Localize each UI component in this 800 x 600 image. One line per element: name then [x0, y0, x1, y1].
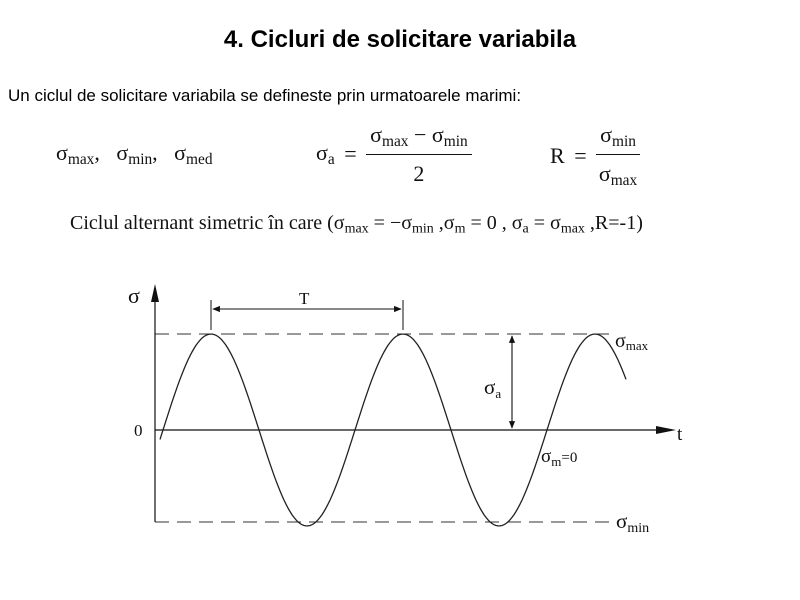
sigma-min-symbol: $\sigma_{min}$ — [116, 140, 153, 168]
sigma-min-label: σmin — [616, 509, 650, 536]
quantities-list: $\sigma_{max}$, $\sigma_{min}$, $\sigma_{med}$ — [56, 140, 213, 168]
r-ratio-formula: R = $\frac{\sigma_{min}}{\sigma_{max}}$ — [550, 122, 640, 190]
sigma-med-symbol: $\sigma_{med}$ — [174, 140, 213, 168]
sigma-m-label: $\sigma_m^{=0}$ — [541, 446, 578, 469]
y-axis-arrowhead — [151, 284, 159, 302]
sigma-a-label: σa — [484, 375, 502, 401]
intro-text: Un ciclul de solicitare variabila se defineste prin urmatoarele marimi: — [8, 86, 522, 105]
sigma-a-fraction: $\frac{\sigma_{max} - \sigma_{min}}{2}$ — [366, 122, 472, 187]
slide-title: 4. Cicluri de solicitare variabila — [223, 26, 577, 53]
zero-label: 0 — [134, 421, 143, 440]
alternant-cycle-line: Ciclul alternant simetric în care ($\sigma_{max} = -\sigma_{min}$ $,\sigma_m = 0$ , $\sigma_a = \sigma_{max}$ ,R=-1) — [70, 212, 643, 237]
sigma-max-symbol: $\sigma_{max}$ — [56, 140, 95, 168]
y-axis-label: σ — [128, 283, 140, 308]
r-fraction: $\frac{\sigma_{min}}{\sigma_{max}}$ — [596, 122, 640, 190]
x-axis-arrowhead — [656, 426, 676, 434]
period-label: T — [299, 289, 310, 308]
sigma-a-formula: $\sigma_a$ = $\frac{\sigma_{max} - \sigma_{min}}{2}$ — [316, 122, 472, 187]
x-axis-label: t — [677, 424, 683, 445]
sigma-max-label: σmax — [615, 330, 649, 353]
